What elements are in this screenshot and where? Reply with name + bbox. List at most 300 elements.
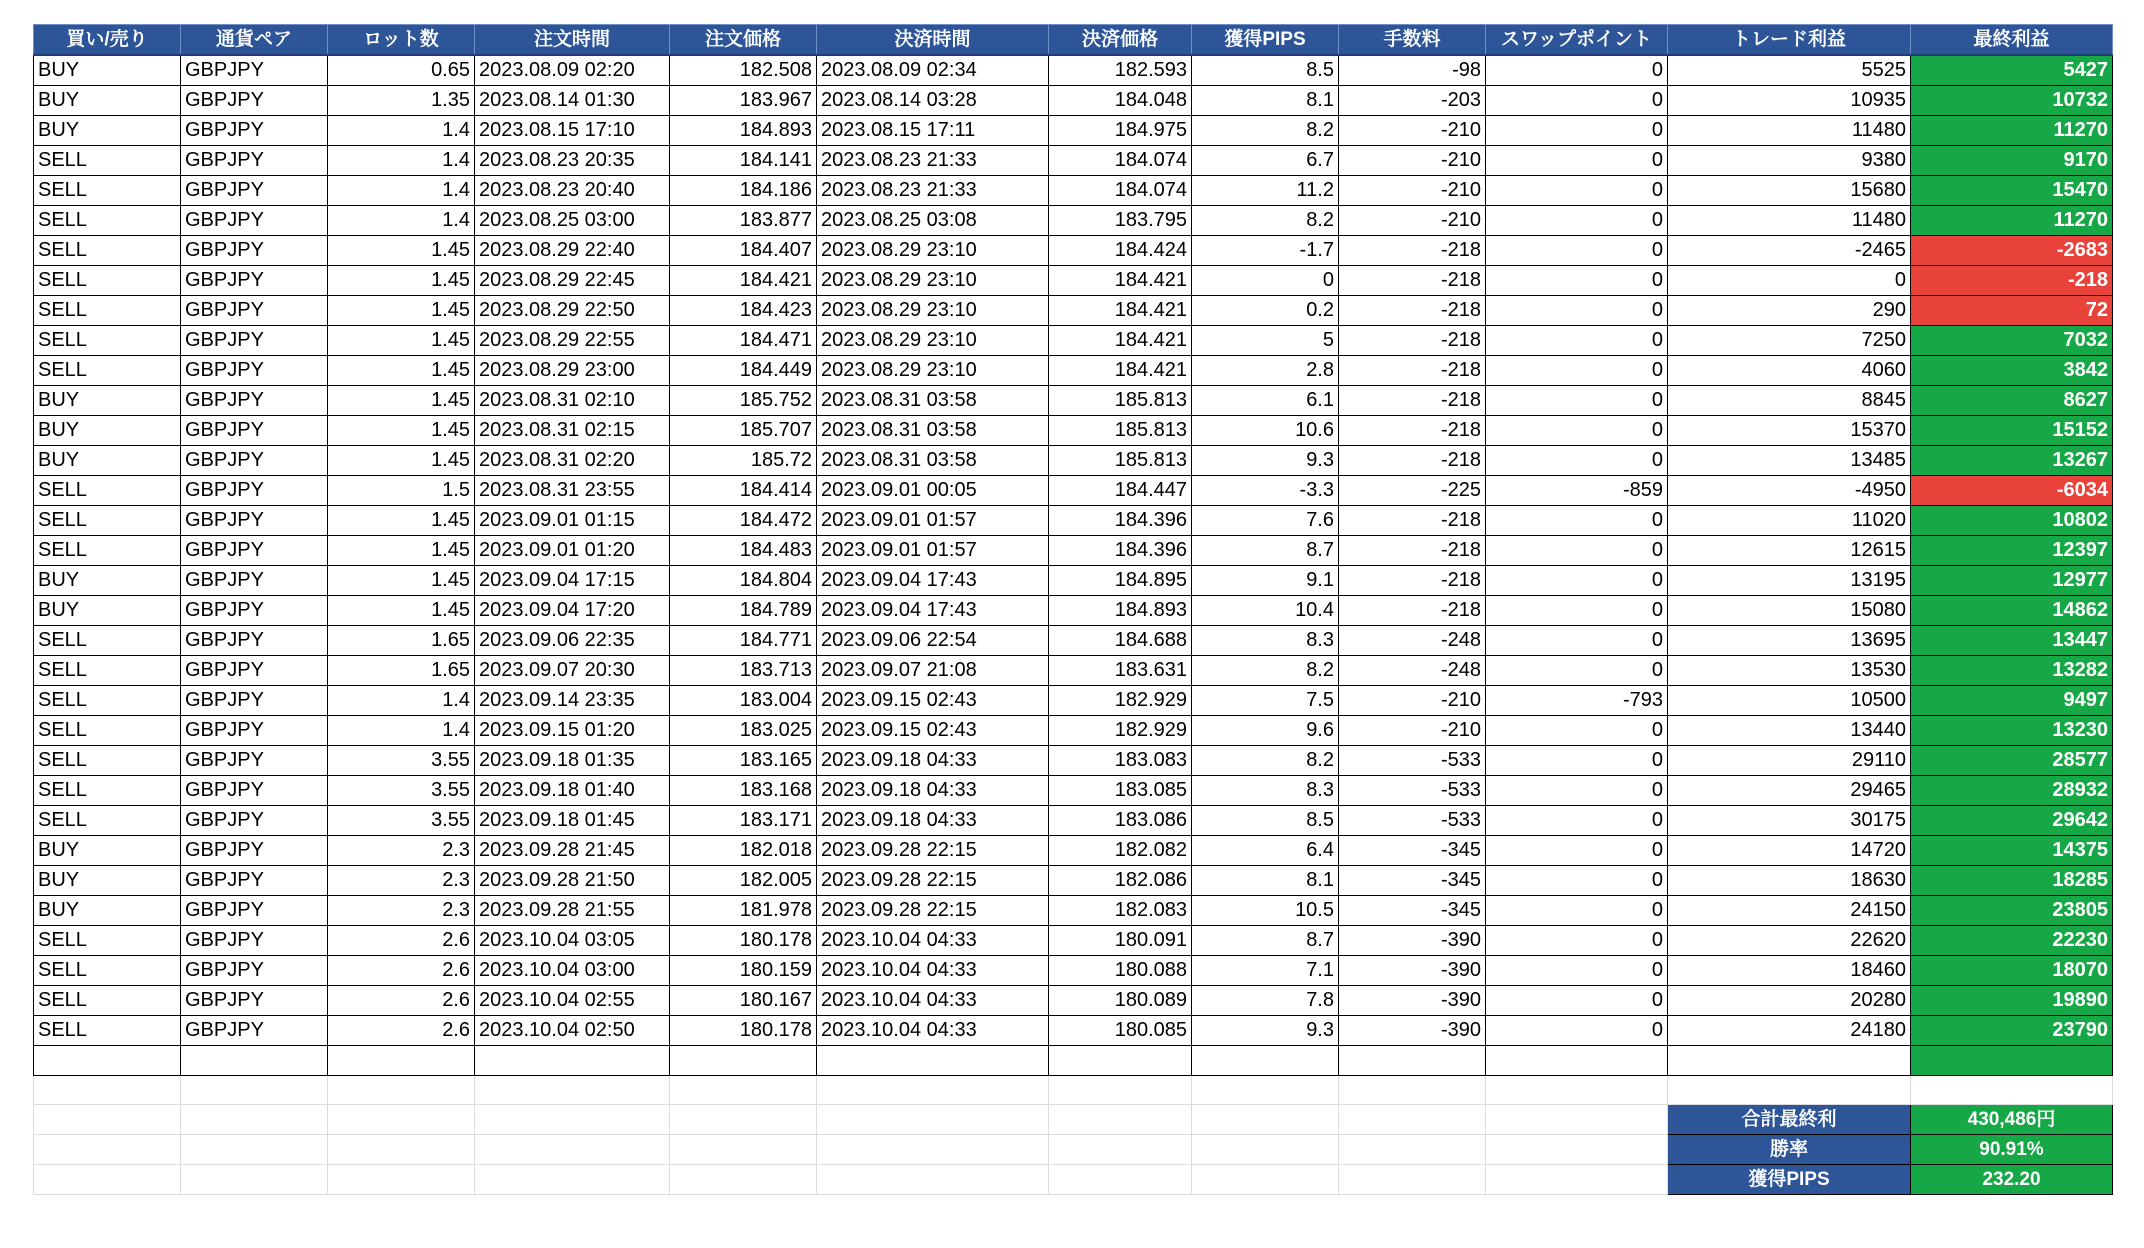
cell-close-time[interactable]: 2023.08.09 02:34 <box>817 55 1049 86</box>
cell-order-price[interactable]: 181.978 <box>670 896 817 926</box>
cell-pair[interactable]: GBPJPY <box>181 746 328 776</box>
cell-order-time[interactable]: 2023.09.15 01:20 <box>475 716 670 746</box>
cell-pair[interactable]: GBPJPY <box>181 116 328 146</box>
cell[interactable] <box>1049 1075 1192 1105</box>
cell-side[interactable]: SELL <box>34 236 181 266</box>
cell-close-time[interactable]: 2023.08.31 03:58 <box>817 416 1049 446</box>
cell-order-price[interactable]: 184.789 <box>670 596 817 626</box>
cell-close-price[interactable]: 183.083 <box>1049 746 1192 776</box>
cell-close-time[interactable]: 2023.09.15 02:43 <box>817 686 1049 716</box>
cell[interactable] <box>1049 1046 1192 1076</box>
cell-order-time[interactable]: 2023.08.14 01:30 <box>475 86 670 116</box>
cell-pips[interactable]: 8.2 <box>1192 656 1339 686</box>
cell-trade-profit[interactable]: 11480 <box>1668 116 1911 146</box>
cell-pips[interactable]: 10.6 <box>1192 416 1339 446</box>
cell[interactable] <box>328 1105 475 1135</box>
cell-fee[interactable]: -345 <box>1339 866 1486 896</box>
cell-fee[interactable]: -218 <box>1339 536 1486 566</box>
cell-pair[interactable]: GBPJPY <box>181 236 328 266</box>
cell-final-profit[interactable]: 14862 <box>1911 596 2113 626</box>
cell-final-profit[interactable]: 13230 <box>1911 716 2113 746</box>
cell-order-time[interactable]: 2023.08.29 22:45 <box>475 266 670 296</box>
cell-swap[interactable]: 0 <box>1486 416 1668 446</box>
cell-side[interactable]: SELL <box>34 506 181 536</box>
cell-swap[interactable]: 0 <box>1486 1016 1668 1046</box>
cell-fee[interactable]: -345 <box>1339 836 1486 866</box>
cell-final-profit[interactable]: -218 <box>1911 266 2113 296</box>
cell[interactable] <box>475 1135 670 1165</box>
cell-trade-profit[interactable]: 9380 <box>1668 146 1911 176</box>
cell-pair[interactable]: GBPJPY <box>181 566 328 596</box>
cell-close-price[interactable]: 184.895 <box>1049 566 1192 596</box>
cell-side[interactable]: BUY <box>34 86 181 116</box>
cell-final-profit[interactable]: 15152 <box>1911 416 2113 446</box>
cell-lots[interactable]: 3.55 <box>328 776 475 806</box>
cell-trade-profit[interactable]: 4060 <box>1668 356 1911 386</box>
cell-side[interactable]: SELL <box>34 806 181 836</box>
cell-trade-profit[interactable]: 24150 <box>1668 896 1911 926</box>
cell-pips[interactable]: 8.3 <box>1192 626 1339 656</box>
cell-close-price[interactable]: 180.088 <box>1049 956 1192 986</box>
cell-side[interactable]: SELL <box>34 746 181 776</box>
cell-pips[interactable]: 10.4 <box>1192 596 1339 626</box>
cell-trade-profit[interactable]: 5525 <box>1668 55 1911 86</box>
cell-order-price[interactable]: 183.025 <box>670 716 817 746</box>
cell-pips[interactable]: 8.1 <box>1192 86 1339 116</box>
cell-final-profit[interactable]: 11270 <box>1911 206 2113 236</box>
cell-pair[interactable]: GBPJPY <box>181 806 328 836</box>
cell-trade-profit[interactable]: 24180 <box>1668 1016 1911 1046</box>
cell-order-time[interactable]: 2023.08.25 03:00 <box>475 206 670 236</box>
cell-close-time[interactable]: 2023.10.04 04:33 <box>817 1016 1049 1046</box>
cell-swap[interactable]: -859 <box>1486 476 1668 506</box>
cell-fee[interactable]: -210 <box>1339 116 1486 146</box>
cell[interactable] <box>34 1165 181 1195</box>
cell-side[interactable]: SELL <box>34 716 181 746</box>
cell-close-price[interactable]: 184.074 <box>1049 146 1192 176</box>
cell-order-price[interactable]: 183.713 <box>670 656 817 686</box>
cell[interactable] <box>1049 1105 1192 1135</box>
cell-order-time[interactable]: 2023.09.07 20:30 <box>475 656 670 686</box>
header-trade-profit[interactable]: トレード利益 <box>1668 25 1911 56</box>
cell-order-price[interactable]: 184.141 <box>670 146 817 176</box>
cell[interactable] <box>1486 1046 1668 1076</box>
cell-order-price[interactable]: 180.167 <box>670 986 817 1016</box>
cell[interactable] <box>328 1165 475 1195</box>
cell-swap[interactable]: 0 <box>1486 326 1668 356</box>
cell-final-profit[interactable]: 29642 <box>1911 806 2113 836</box>
cell-pair[interactable]: GBPJPY <box>181 986 328 1016</box>
cell-lots[interactable]: 1.45 <box>328 296 475 326</box>
cell[interactable] <box>1911 1075 2113 1105</box>
header-final-profit[interactable]: 最終利益 <box>1911 25 2113 56</box>
total-pips-label[interactable]: 獲得PIPS <box>1668 1165 1911 1195</box>
cell[interactable] <box>670 1135 817 1165</box>
cell-close-time[interactable]: 2023.08.25 03:08 <box>817 206 1049 236</box>
cell-pips[interactable]: 11.2 <box>1192 176 1339 206</box>
cell-pips[interactable]: 9.1 <box>1192 566 1339 596</box>
total-profit-value[interactable]: 430,486円 <box>1911 1105 2113 1135</box>
cell-fee[interactable]: -210 <box>1339 716 1486 746</box>
cell-side[interactable]: SELL <box>34 176 181 206</box>
cell[interactable] <box>1486 1135 1668 1165</box>
cell-pips[interactable]: 8.1 <box>1192 866 1339 896</box>
cell-side[interactable]: SELL <box>34 326 181 356</box>
cell-pair[interactable]: GBPJPY <box>181 326 328 356</box>
cell[interactable] <box>1339 1046 1486 1076</box>
cell-close-time[interactable]: 2023.09.18 04:33 <box>817 806 1049 836</box>
cell-final-profit[interactable]: 15470 <box>1911 176 2113 206</box>
cell-trade-profit[interactable]: 13440 <box>1668 716 1911 746</box>
header-order-time[interactable]: 注文時間 <box>475 25 670 56</box>
cell-trade-profit[interactable]: 7250 <box>1668 326 1911 356</box>
cell[interactable] <box>475 1075 670 1105</box>
cell-pips[interactable]: 8.5 <box>1192 806 1339 836</box>
cell-order-price[interactable]: 184.407 <box>670 236 817 266</box>
cell-close-price[interactable]: 180.091 <box>1049 926 1192 956</box>
cell-lots[interactable]: 2.6 <box>328 986 475 1016</box>
cell-order-time[interactable]: 2023.08.29 22:50 <box>475 296 670 326</box>
cell[interactable] <box>475 1165 670 1195</box>
cell-pair[interactable]: GBPJPY <box>181 1016 328 1046</box>
cell-side[interactable]: SELL <box>34 1016 181 1046</box>
cell-close-price[interactable]: 183.086 <box>1049 806 1192 836</box>
cell-lots[interactable]: 1.45 <box>328 416 475 446</box>
cell-swap[interactable]: 0 <box>1486 776 1668 806</box>
cell-trade-profit[interactable]: -2465 <box>1668 236 1911 266</box>
cell-pips[interactable]: 6.1 <box>1192 386 1339 416</box>
cell-swap[interactable]: 0 <box>1486 86 1668 116</box>
cell-order-time[interactable]: 2023.09.04 17:15 <box>475 566 670 596</box>
cell-final-profit[interactable]: 9170 <box>1911 146 2113 176</box>
cell-swap[interactable]: 0 <box>1486 536 1668 566</box>
cell-final-profit[interactable]: 7032 <box>1911 326 2113 356</box>
cell-final-profit[interactable]: 3842 <box>1911 356 2113 386</box>
cell-order-time[interactable]: 2023.09.18 01:35 <box>475 746 670 776</box>
cell[interactable] <box>1192 1135 1339 1165</box>
cell-order-time[interactable]: 2023.08.31 02:20 <box>475 446 670 476</box>
cell-swap[interactable]: 0 <box>1486 116 1668 146</box>
cell-pips[interactable]: 8.7 <box>1192 536 1339 566</box>
cell-close-price[interactable]: 184.975 <box>1049 116 1192 146</box>
cell-close-price[interactable]: 180.085 <box>1049 1016 1192 1046</box>
cell[interactable] <box>328 1075 475 1105</box>
cell-final-profit[interactable]: -2683 <box>1911 236 2113 266</box>
cell-order-time[interactable]: 2023.08.15 17:10 <box>475 116 670 146</box>
cell-swap[interactable]: 0 <box>1486 716 1668 746</box>
cell-order-time[interactable]: 2023.08.23 20:40 <box>475 176 670 206</box>
cell[interactable] <box>670 1075 817 1105</box>
cell-fee[interactable]: -533 <box>1339 746 1486 776</box>
cell[interactable] <box>181 1046 328 1076</box>
cell-pair[interactable]: GBPJPY <box>181 206 328 236</box>
cell-fee[interactable]: -218 <box>1339 596 1486 626</box>
cell-trade-profit[interactable]: 290 <box>1668 296 1911 326</box>
cell[interactable] <box>475 1105 670 1135</box>
cell-close-time[interactable]: 2023.09.18 04:33 <box>817 776 1049 806</box>
cell-trade-profit[interactable]: 20280 <box>1668 986 1911 1016</box>
cell-order-price[interactable]: 182.018 <box>670 836 817 866</box>
cell-fee[interactable]: -203 <box>1339 86 1486 116</box>
cell-pair[interactable]: GBPJPY <box>181 476 328 506</box>
cell-final-profit[interactable]: 10732 <box>1911 86 2113 116</box>
header-close-price[interactable]: 決済価格 <box>1049 25 1192 56</box>
cell[interactable] <box>181 1135 328 1165</box>
cell-trade-profit[interactable]: 29465 <box>1668 776 1911 806</box>
cell-pips[interactable]: 6.7 <box>1192 146 1339 176</box>
header-close-time[interactable]: 決済時間 <box>817 25 1049 56</box>
cell-side[interactable]: SELL <box>34 776 181 806</box>
cell-order-time[interactable]: 2023.09.18 01:40 <box>475 776 670 806</box>
cell-pips[interactable]: 2.8 <box>1192 356 1339 386</box>
cell-order-price[interactable]: 184.186 <box>670 176 817 206</box>
total-pips-value[interactable]: 232.20 <box>1911 1165 2113 1195</box>
cell-lots[interactable]: 1.45 <box>328 266 475 296</box>
cell-order-price[interactable]: 185.752 <box>670 386 817 416</box>
cell-final-profit[interactable]: 14375 <box>1911 836 2113 866</box>
cell-pips[interactable]: 9.3 <box>1192 446 1339 476</box>
cell[interactable] <box>817 1105 1049 1135</box>
cell-trade-profit[interactable]: 29110 <box>1668 746 1911 776</box>
win-rate-label[interactable]: 勝率 <box>1668 1135 1911 1165</box>
cell[interactable] <box>1192 1046 1339 1076</box>
cell-lots[interactable]: 1.35 <box>328 86 475 116</box>
cell-close-price[interactable]: 184.688 <box>1049 626 1192 656</box>
cell-fee[interactable]: -218 <box>1339 266 1486 296</box>
cell-pair[interactable]: GBPJPY <box>181 656 328 686</box>
cell-lots[interactable]: 1.45 <box>328 386 475 416</box>
cell-close-price[interactable]: 183.085 <box>1049 776 1192 806</box>
cell-fee[interactable]: -210 <box>1339 686 1486 716</box>
cell[interactable] <box>817 1046 1049 1076</box>
cell-pips[interactable]: 0 <box>1192 266 1339 296</box>
cell-order-price[interactable]: 182.508 <box>670 55 817 86</box>
cell-trade-profit[interactable]: 8845 <box>1668 386 1911 416</box>
cell-close-price[interactable]: 182.086 <box>1049 866 1192 896</box>
cell-pair[interactable]: GBPJPY <box>181 866 328 896</box>
cell-fee[interactable]: -248 <box>1339 626 1486 656</box>
cell-close-time[interactable]: 2023.09.28 22:15 <box>817 866 1049 896</box>
cell-swap[interactable]: 0 <box>1486 866 1668 896</box>
cell-pair[interactable]: GBPJPY <box>181 55 328 86</box>
cell-fee[interactable]: -390 <box>1339 926 1486 956</box>
cell-order-time[interactable]: 2023.09.06 22:35 <box>475 626 670 656</box>
cell-pair[interactable]: GBPJPY <box>181 446 328 476</box>
cell-swap[interactable]: 0 <box>1486 956 1668 986</box>
cell[interactable] <box>1049 1135 1192 1165</box>
cell-fee[interactable]: -218 <box>1339 566 1486 596</box>
cell-lots[interactable]: 2.3 <box>328 836 475 866</box>
cell-side[interactable]: SELL <box>34 656 181 686</box>
cell-pair[interactable]: GBPJPY <box>181 596 328 626</box>
cell-close-time[interactable]: 2023.09.04 17:43 <box>817 596 1049 626</box>
cell-fee[interactable]: -218 <box>1339 236 1486 266</box>
cell-fee[interactable]: -225 <box>1339 476 1486 506</box>
cell-lots[interactable]: 3.55 <box>328 746 475 776</box>
cell[interactable] <box>1486 1165 1668 1195</box>
cell-final-profit[interactable]: 12977 <box>1911 566 2113 596</box>
cell-trade-profit[interactable]: 18460 <box>1668 956 1911 986</box>
cell-pair[interactable]: GBPJPY <box>181 416 328 446</box>
cell-pips[interactable]: 7.8 <box>1192 986 1339 1016</box>
cell-trade-profit[interactable]: 18630 <box>1668 866 1911 896</box>
cell-close-time[interactable]: 2023.08.29 23:10 <box>817 266 1049 296</box>
cell-pair[interactable]: GBPJPY <box>181 146 328 176</box>
header-lots[interactable]: ロット数 <box>328 25 475 56</box>
cell-close-price[interactable]: 182.082 <box>1049 836 1192 866</box>
cell-close-price[interactable]: 180.089 <box>1049 986 1192 1016</box>
cell-swap[interactable]: 0 <box>1486 55 1668 86</box>
cell-close-time[interactable]: 2023.08.29 23:10 <box>817 236 1049 266</box>
cell-side[interactable]: SELL <box>34 626 181 656</box>
cell-pair[interactable]: GBPJPY <box>181 386 328 416</box>
cell-side[interactable]: SELL <box>34 356 181 386</box>
cell-order-price[interactable]: 184.893 <box>670 116 817 146</box>
cell[interactable] <box>34 1046 181 1076</box>
cell-close-price[interactable]: 183.631 <box>1049 656 1192 686</box>
cell-swap[interactable]: 0 <box>1486 656 1668 686</box>
cell-close-price[interactable]: 182.929 <box>1049 716 1192 746</box>
cell-order-time[interactable]: 2023.08.31 23:55 <box>475 476 670 506</box>
cell-side[interactable]: SELL <box>34 296 181 326</box>
cell-pair[interactable]: GBPJPY <box>181 716 328 746</box>
cell[interactable] <box>34 1075 181 1105</box>
cell-trade-profit[interactable]: 12615 <box>1668 536 1911 566</box>
cell-final-profit[interactable]: 28932 <box>1911 776 2113 806</box>
cell-side[interactable]: SELL <box>34 266 181 296</box>
cell-order-price[interactable]: 184.414 <box>670 476 817 506</box>
cell[interactable] <box>1486 1075 1668 1105</box>
cell-pips[interactable]: 8.5 <box>1192 55 1339 86</box>
header-side[interactable]: 買い/売り <box>34 25 181 56</box>
cell-final-profit[interactable]: 22230 <box>1911 926 2113 956</box>
cell[interactable] <box>328 1046 475 1076</box>
cell-close-price[interactable]: 184.893 <box>1049 596 1192 626</box>
cell-pips[interactable]: 8.2 <box>1192 206 1339 236</box>
cell-side[interactable]: BUY <box>34 566 181 596</box>
cell-order-price[interactable]: 183.171 <box>670 806 817 836</box>
cell-side[interactable]: BUY <box>34 55 181 86</box>
cell-order-price[interactable]: 184.472 <box>670 506 817 536</box>
cell-fee[interactable]: -98 <box>1339 55 1486 86</box>
cell-final-profit[interactable]: 72 <box>1911 296 2113 326</box>
cell-trade-profit[interactable]: -4950 <box>1668 476 1911 506</box>
cell-fee[interactable]: -248 <box>1339 656 1486 686</box>
cell-side[interactable]: SELL <box>34 476 181 506</box>
cell-order-time[interactable]: 2023.08.31 02:15 <box>475 416 670 446</box>
cell[interactable] <box>817 1135 1049 1165</box>
cell[interactable] <box>1339 1075 1486 1105</box>
cell-final-profit[interactable]: 23790 <box>1911 1016 2113 1046</box>
cell-final-profit[interactable]: 10802 <box>1911 506 2113 536</box>
cell-swap[interactable]: 0 <box>1486 446 1668 476</box>
cell-swap[interactable]: -793 <box>1486 686 1668 716</box>
cell-pips[interactable]: 5 <box>1192 326 1339 356</box>
cell-lots[interactable]: 2.3 <box>328 896 475 926</box>
win-rate-value[interactable]: 90.91% <box>1911 1135 2113 1165</box>
cell[interactable] <box>1049 1165 1192 1195</box>
cell[interactable] <box>328 1135 475 1165</box>
cell-order-time[interactable]: 2023.09.14 23:35 <box>475 686 670 716</box>
cell-lots[interactable]: 1.45 <box>328 356 475 386</box>
cell-order-time[interactable]: 2023.08.29 23:00 <box>475 356 670 386</box>
cell-close-time[interactable]: 2023.09.06 22:54 <box>817 626 1049 656</box>
cell-close-time[interactable]: 2023.08.31 03:58 <box>817 446 1049 476</box>
cell-close-price[interactable]: 182.593 <box>1049 55 1192 86</box>
cell-pips[interactable]: 6.4 <box>1192 836 1339 866</box>
cell-order-time[interactable]: 2023.10.04 03:00 <box>475 956 670 986</box>
cell-pips[interactable]: 9.6 <box>1192 716 1339 746</box>
cell-pair[interactable]: GBPJPY <box>181 86 328 116</box>
cell-final-profit[interactable]: 23805 <box>1911 896 2113 926</box>
cell-close-price[interactable]: 184.421 <box>1049 296 1192 326</box>
cell-close-price[interactable]: 184.421 <box>1049 326 1192 356</box>
cell-final-profit[interactable]: 5427 <box>1911 55 2113 86</box>
cell-side[interactable]: SELL <box>34 536 181 566</box>
cell-order-price[interactable]: 184.449 <box>670 356 817 386</box>
cell-pair[interactable]: GBPJPY <box>181 956 328 986</box>
cell-pips[interactable]: 0.2 <box>1192 296 1339 326</box>
cell-order-time[interactable]: 2023.08.29 22:40 <box>475 236 670 266</box>
cell-pair[interactable]: GBPJPY <box>181 776 328 806</box>
cell[interactable] <box>181 1105 328 1135</box>
cell-order-time[interactable]: 2023.08.31 02:10 <box>475 386 670 416</box>
cell-lots[interactable]: 1.4 <box>328 206 475 236</box>
cell-swap[interactable]: 0 <box>1486 836 1668 866</box>
cell-lots[interactable]: 1.45 <box>328 236 475 266</box>
cell-close-time[interactable]: 2023.10.04 04:33 <box>817 926 1049 956</box>
header-pips[interactable]: 獲得PIPS <box>1192 25 1339 56</box>
cell-pair[interactable]: GBPJPY <box>181 506 328 536</box>
cell-lots[interactable]: 1.4 <box>328 686 475 716</box>
cell-close-price[interactable]: 184.048 <box>1049 86 1192 116</box>
cell-final-profit[interactable]: 18285 <box>1911 866 2113 896</box>
cell-fee[interactable]: -390 <box>1339 1016 1486 1046</box>
cell-close-price[interactable]: 184.396 <box>1049 536 1192 566</box>
cell-lots[interactable]: 1.4 <box>328 176 475 206</box>
cell-close-price[interactable]: 184.421 <box>1049 356 1192 386</box>
cell-trade-profit[interactable]: 10500 <box>1668 686 1911 716</box>
cell-order-price[interactable]: 184.421 <box>670 266 817 296</box>
cell-fee[interactable]: -218 <box>1339 356 1486 386</box>
cell[interactable] <box>34 1135 181 1165</box>
cell-pips[interactable]: 7.1 <box>1192 956 1339 986</box>
header-order-price[interactable]: 注文価格 <box>670 25 817 56</box>
cell-fee[interactable]: -218 <box>1339 506 1486 536</box>
cell-side[interactable]: SELL <box>34 686 181 716</box>
cell-order-time[interactable]: 2023.08.09 02:20 <box>475 55 670 86</box>
cell-close-time[interactable]: 2023.09.04 17:43 <box>817 566 1049 596</box>
cell-close-price[interactable]: 185.813 <box>1049 416 1192 446</box>
cell-close-price[interactable]: 184.424 <box>1049 236 1192 266</box>
cell-trade-profit[interactable]: 15080 <box>1668 596 1911 626</box>
cell-lots[interactable]: 1.65 <box>328 656 475 686</box>
cell-trade-profit[interactable]: 10935 <box>1668 86 1911 116</box>
cell-pair[interactable]: GBPJPY <box>181 626 328 656</box>
cell-fee[interactable]: -218 <box>1339 326 1486 356</box>
cell-close-time[interactable]: 2023.09.28 22:15 <box>817 836 1049 866</box>
cell-trade-profit[interactable]: 15680 <box>1668 176 1911 206</box>
cell-close-price[interactable]: 183.795 <box>1049 206 1192 236</box>
cell-order-time[interactable]: 2023.09.01 01:15 <box>475 506 670 536</box>
cell-close-time[interactable]: 2023.09.01 01:57 <box>817 506 1049 536</box>
cell-final-profit[interactable]: 13447 <box>1911 626 2113 656</box>
cell-order-time[interactable]: 2023.09.28 21:50 <box>475 866 670 896</box>
cell[interactable] <box>181 1165 328 1195</box>
cell-pair[interactable]: GBPJPY <box>181 536 328 566</box>
cell-trade-profit[interactable]: 13695 <box>1668 626 1911 656</box>
cell[interactable] <box>1668 1075 1911 1105</box>
